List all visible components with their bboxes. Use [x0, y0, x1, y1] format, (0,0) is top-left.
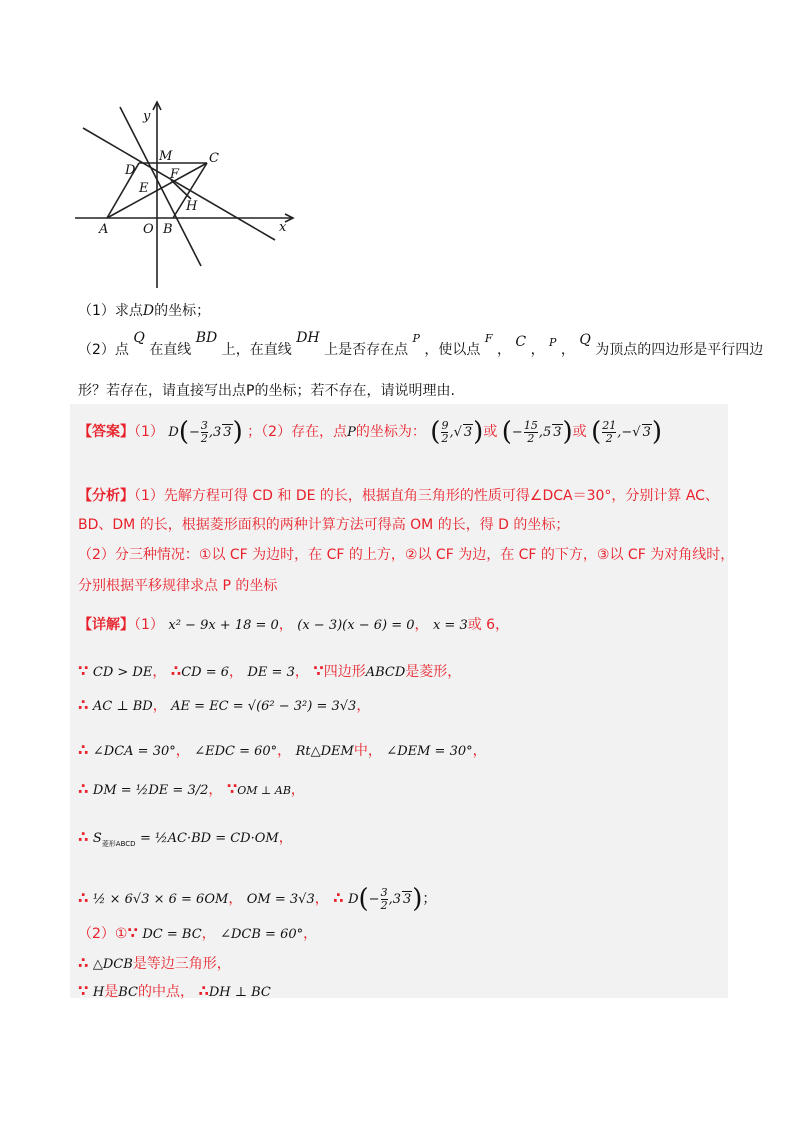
question-part1: （1）求点D的坐标； [78, 303, 211, 319]
label-B: B [163, 222, 173, 237]
detail-line-4: ∴ ∠DCA = 30°， ∠EDC = 60°， Rt△DEM中， ∠DEM = 30°， [78, 741, 487, 759]
detail-line-10: ∵ H是BC的中点， ∴DH ⊥ BC [78, 982, 271, 1000]
detail-line-7: ∴ ½ × 6√3 × 6 = 6OM， OM = 3√3， ∴ D(− $\frac{3}{2}$ ,3 3)； [78, 884, 437, 914]
detail-line-3: ∴ AC ⊥ BD， AE = EC = √(6² − 3²) = 3√3， [78, 696, 371, 714]
label-C: C [209, 151, 219, 166]
analysis-line-2: BD、DM 的长，根据菱形面积的两种计算方法可得高 OM 的长，得 D 的坐标； [78, 517, 570, 533]
answer-line: 【答案】（1） D(− $\frac{3}{2}$ ,3 3) ；（2）存在，点P的坐标为： ( $\frac{9}{2}$ ,√ 3)或 (− $\frac{15}{2}$ ,5 3)或 ( $\frac{21}{2}$ ,−√ 3) [78, 417, 663, 447]
detail-line-2: ∵ CD > DE， ∴CD = 6， DE = 3， ∵四边形ABCD是菱形， [78, 662, 462, 680]
label-y: y [143, 109, 151, 124]
detail-line-1: 【详解】（1） x² − 9x + 18 = 0， (x − 3)(x − 6) = 0， x = 3或 6， [78, 617, 510, 633]
analysis-line-3: （2）分三种情况：①以 CF 为边时，在 CF 的上方，②以 CF 为边，在 CF 的下方，③以 CF 为对角线时， [78, 547, 735, 563]
coordinate-figure [75, 100, 300, 295]
detail-line-6: ∴ $S_{菱形ABCD}$ = ½AC·BD = CD·OM， [78, 828, 293, 848]
question-part2-line2: 形？若存在，请直接写出点P的坐标；若不存在，请说明理由. [78, 383, 455, 399]
label-E: E [139, 181, 149, 196]
line-BD [120, 107, 201, 266]
label-x: x [279, 220, 287, 235]
label-H: H [186, 199, 198, 214]
label-M: M [159, 149, 173, 164]
analysis-line-1: 【分析】（1）先解方程可得 CD 和 DE 的长，根据直角三角形的性质可得∠DCA＝30°，分别计算 AC、 [78, 488, 719, 504]
detail-line-5: ∴ DM = ½DE = 3/2， ∵OM ⊥ AB， [78, 780, 305, 798]
label-F: F [170, 167, 180, 182]
analysis-line-4: 分别根据平移规律求点 P 的坐标 [78, 578, 278, 594]
label-O: O [143, 222, 154, 237]
label-D: D [125, 163, 136, 178]
label-A: A [99, 222, 109, 237]
detail-line-9: ∴ △DCB是等边三角形， [78, 954, 231, 972]
detail-line-8: （2）①∵ DC = BC， ∠DCB = 60°， [78, 924, 318, 942]
question-part2: （2）点 Q 在直线 BD 上，在直线 DH 上是否存在点 $^P$ ，使以点 $^F$ ， C ， $^P$ ， Q 为顶点的四边形是平行四边 [78, 330, 764, 358]
